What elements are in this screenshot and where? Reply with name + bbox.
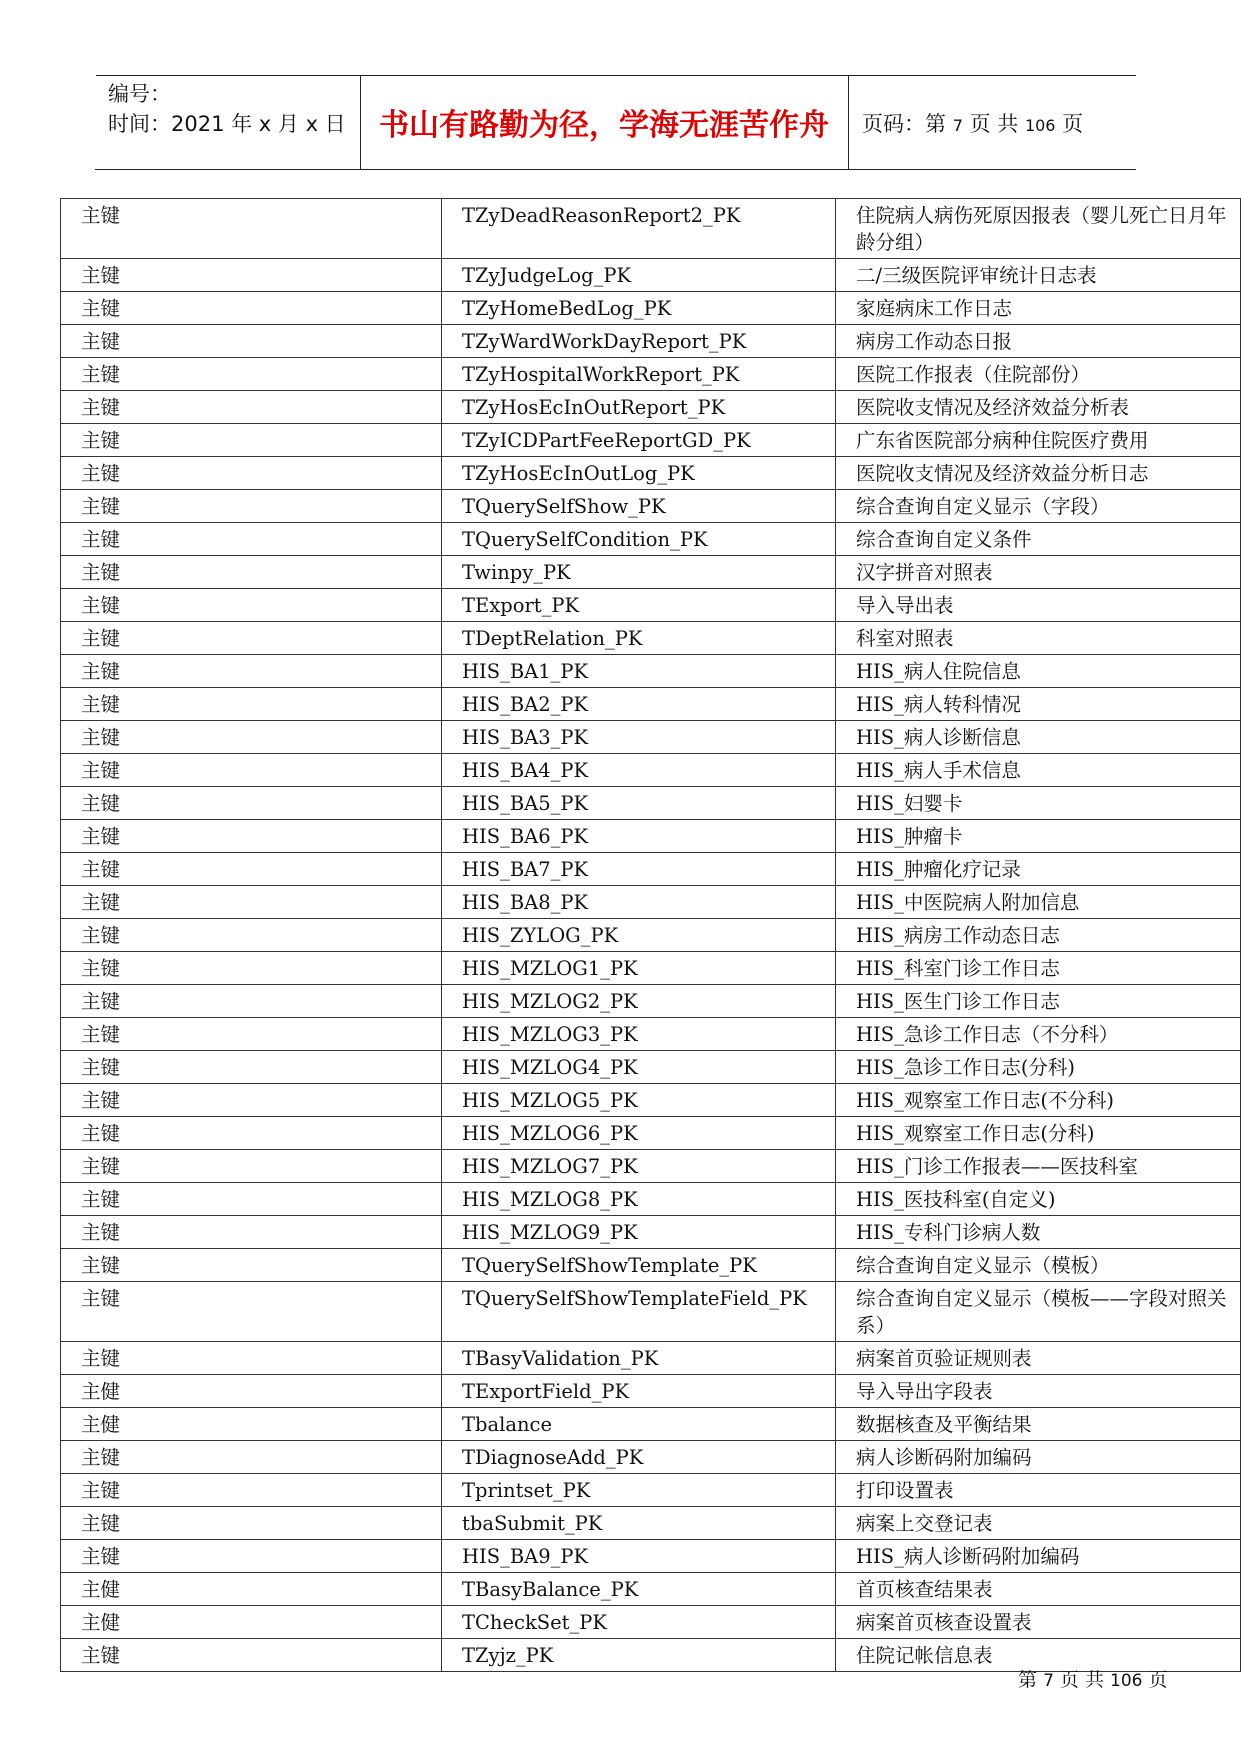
description-cell: 医院收支情况及经济效益分析日志 [836, 457, 1241, 490]
key-type-cell: 主键 [61, 1216, 442, 1249]
table-row [61, 424, 1241, 457]
table-row [61, 1084, 1241, 1117]
constraint-name-cell: TQuerySelfShowTemplate_PK [442, 1249, 836, 1282]
description-cell: HIS_病人住院信息 [836, 655, 1241, 688]
description-cell: 住院病人病伤死原因报表（婴儿死亡日月年龄分组） [836, 199, 1241, 259]
description-cell: 综合查询自定义显示（字段） [836, 490, 1241, 523]
description-cell: HIS_病人手术信息 [836, 754, 1241, 787]
description-cell: 二/三级医院评审统计日志表 [836, 259, 1241, 292]
description-cell: HIS_科室门诊工作日志 [836, 952, 1241, 985]
document-number-label: 编号： [108, 82, 171, 106]
constraint-name-cell: HIS_MZLOG6_PK [442, 1117, 836, 1150]
description-cell: 综合查询自定义条件 [836, 523, 1241, 556]
description-cell: HIS_急诊工作日志（不分科） [836, 1018, 1241, 1051]
table-row [61, 688, 1241, 721]
constraint-name-cell: HIS_BA2_PK [442, 688, 836, 721]
page-header [96, 75, 1136, 170]
constraint-name-cell: HIS_MZLOG7_PK [442, 1150, 836, 1183]
constraint-name-cell: HIS_BA5_PK [442, 787, 836, 820]
description-cell: 首页核查结果表 [836, 1573, 1241, 1606]
constraint-name-cell: Tprintset_PK [442, 1474, 836, 1507]
description-cell: HIS_病人诊断信息 [836, 721, 1241, 754]
constraint-name-cell: TQuerySelfCondition_PK [442, 523, 836, 556]
key-type-cell: 主键 [61, 721, 442, 754]
description-cell: 家庭病床工作日志 [836, 292, 1241, 325]
table-row [61, 589, 1241, 622]
table-row [61, 1051, 1241, 1084]
page-suffix: 页 [1062, 112, 1084, 136]
constraint-name-cell: TQuerySelfShow_PK [442, 490, 836, 523]
table-row [61, 292, 1241, 325]
key-type-cell: 主健 [61, 1408, 442, 1441]
table-row [61, 358, 1241, 391]
key-type-cell: 主键 [61, 1018, 442, 1051]
description-cell: HIS_肿瘤卡 [836, 820, 1241, 853]
table-row [61, 1507, 1241, 1540]
key-type-cell: 主键 [61, 622, 442, 655]
key-type-cell: 主键 [61, 1342, 442, 1375]
description-cell: 广东省医院部分病种住院医疗费用 [836, 424, 1241, 457]
table-row [61, 457, 1241, 490]
key-type-cell: 主键 [61, 523, 442, 556]
constraint-name-cell: HIS_BA6_PK [442, 820, 836, 853]
key-type-cell: 主键 [61, 1150, 442, 1183]
description-cell: 汉字拼音对照表 [836, 556, 1241, 589]
table-row [61, 1117, 1241, 1150]
constraint-name-cell: HIS_MZLOG4_PK [442, 1051, 836, 1084]
table-row [61, 820, 1241, 853]
footer-suffix: 页 [1148, 1669, 1168, 1691]
table-row [61, 886, 1241, 919]
description-cell: HIS_肿瘤化疗记录 [836, 853, 1241, 886]
key-type-cell: 主键 [61, 292, 442, 325]
key-type-cell: 主键 [61, 1117, 442, 1150]
description-cell: HIS_妇婴卡 [836, 787, 1241, 820]
constraint-name-cell: TDiagnoseAdd_PK [442, 1441, 836, 1474]
key-type-cell: 主键 [61, 886, 442, 919]
constraint-name-cell: HIS_BA8_PK [442, 886, 836, 919]
description-cell: 病房工作动态日报 [836, 325, 1241, 358]
key-type-cell: 主键 [61, 358, 442, 391]
header-bottom-rule [95, 169, 1136, 170]
table-row [61, 1249, 1241, 1282]
key-type-cell: 主健 [61, 1606, 442, 1639]
description-cell: HIS_医技科室(自定义) [836, 1183, 1241, 1216]
footer-prefix: 第 [1018, 1669, 1038, 1691]
description-cell: HIS_专科门诊病人数 [836, 1216, 1241, 1249]
footer-current: 7 [1043, 1671, 1054, 1691]
constraint-name-cell: HIS_MZLOG5_PK [442, 1084, 836, 1117]
key-type-cell: 主键 [61, 1507, 442, 1540]
description-cell: HIS_病房工作动态日志 [836, 919, 1241, 952]
footer-mid: 页 共 [1059, 1669, 1104, 1691]
table-row [61, 1375, 1241, 1408]
constraint-name-cell: TZyHomeBedLog_PK [442, 292, 836, 325]
constraint-name-cell: TZyHosEcInOutReport_PK [442, 391, 836, 424]
constraint-name-cell: HIS_MZLOG2_PK [442, 985, 836, 1018]
page-prefix: 页码：第 [862, 112, 946, 136]
table-row [61, 721, 1241, 754]
table-row [61, 655, 1241, 688]
constraint-name-cell: TZyHosEcInOutLog_PK [442, 457, 836, 490]
table-row [61, 1018, 1241, 1051]
key-type-cell: 主键 [61, 589, 442, 622]
key-type-cell: 主键 [61, 952, 442, 985]
header-motto: 书山有路勤为径，学海无涯苦作舟 [379, 108, 829, 143]
constraint-name-cell: TExportField_PK [442, 1375, 836, 1408]
key-type-cell: 主健 [61, 1375, 442, 1408]
constraint-name-cell: TZyICDPartFeeReportGD_PK [442, 424, 836, 457]
constraint-name-cell: HIS_BA4_PK [442, 754, 836, 787]
table-row [61, 391, 1241, 424]
key-type-cell: 主键 [61, 1639, 442, 1672]
constraint-name-cell: HIS_MZLOG8_PK [442, 1183, 836, 1216]
constraint-name-cell: TDeptRelation_PK [442, 622, 836, 655]
description-cell: 导入导出表 [836, 589, 1241, 622]
key-type-cell: 主键 [61, 1540, 442, 1573]
key-type-cell: 主键 [61, 688, 442, 721]
description-cell: HIS_病人诊断码附加编码 [836, 1540, 1241, 1573]
constraint-name-cell: TZyHospitalWorkReport_PK [442, 358, 836, 391]
key-type-cell: 主键 [61, 259, 442, 292]
page-mid: 页 共 [969, 112, 1019, 136]
description-cell: 综合查询自定义显示（模板） [836, 1249, 1241, 1282]
key-type-cell: 主键 [61, 1282, 442, 1342]
description-cell: 病案首页核查设置表 [836, 1606, 1241, 1639]
table-row [61, 1408, 1241, 1441]
constraint-name-cell: HIS_MZLOG1_PK [442, 952, 836, 985]
constraint-name-cell: TExport_PK [442, 589, 836, 622]
key-type-cell: 主键 [61, 490, 442, 523]
table-row [61, 1150, 1241, 1183]
table-body [61, 199, 1241, 1672]
key-type-cell: 主健 [61, 1573, 442, 1606]
key-type-cell: 主键 [61, 391, 442, 424]
table-row [61, 787, 1241, 820]
constraint-name-cell: TZyWardWorkDayReport_PK [442, 325, 836, 358]
table-row [61, 1282, 1241, 1342]
key-type-cell: 主键 [61, 655, 442, 688]
key-type-cell: 主键 [61, 424, 442, 457]
constraint-name-cell: HIS_MZLOG3_PK [442, 1018, 836, 1051]
description-cell: 病案首页验证规则表 [836, 1342, 1241, 1375]
constraint-name-cell: HIS_BA9_PK [442, 1540, 836, 1573]
header-meta [108, 79, 346, 139]
table-row [61, 556, 1241, 589]
table-row [61, 1474, 1241, 1507]
description-cell: HIS_病人转科情况 [836, 688, 1241, 721]
key-type-cell: 主键 [61, 1051, 442, 1084]
description-cell: 数据核查及平衡结果 [836, 1408, 1241, 1441]
description-cell: 病案上交登记表 [836, 1507, 1241, 1540]
constraint-name-cell: tbaSubmit_PK [442, 1507, 836, 1540]
table-row [61, 952, 1241, 985]
description-cell: 病人诊断码附加编码 [836, 1441, 1241, 1474]
primary-key-table [60, 198, 1241, 1672]
table-row [61, 622, 1241, 655]
table-row [61, 325, 1241, 358]
table-row [61, 199, 1241, 259]
description-cell: 综合查询自定义显示（模板——字段对照关系） [836, 1282, 1241, 1342]
description-cell: 打印设置表 [836, 1474, 1241, 1507]
description-cell: HIS_观察室工作日志(分科) [836, 1117, 1241, 1150]
constraint-name-cell: Tbalance [442, 1408, 836, 1441]
description-cell: HIS_门诊工作报表——医技科室 [836, 1150, 1241, 1183]
table-row [61, 1573, 1241, 1606]
table-row [61, 1216, 1241, 1249]
key-type-cell: 主键 [61, 754, 442, 787]
document-time: 时间：2021 年 x 月 x 日 [108, 112, 346, 136]
description-cell: 住院记帐信息表 [836, 1639, 1241, 1672]
constraint-name-cell: HIS_ZYLOG_PK [442, 919, 836, 952]
key-type-cell: 主键 [61, 325, 442, 358]
description-cell: HIS_急诊工作日志(分科) [836, 1051, 1241, 1084]
constraint-name-cell: TQuerySelfShowTemplateField_PK [442, 1282, 836, 1342]
constraint-name-cell: TZyjz_PK [442, 1639, 836, 1672]
page-footer [1018, 1665, 1168, 1692]
constraint-name-cell: HIS_BA1_PK [442, 655, 836, 688]
table-row [61, 1342, 1241, 1375]
table-row [61, 1183, 1241, 1216]
description-cell: 导入导出字段表 [836, 1375, 1241, 1408]
key-type-cell: 主键 [61, 853, 442, 886]
constraint-name-cell: HIS_BA3_PK [442, 721, 836, 754]
table-row [61, 490, 1241, 523]
key-type-cell: 主键 [61, 457, 442, 490]
table-row [61, 985, 1241, 1018]
key-type-cell: 主键 [61, 787, 442, 820]
page-current: 7 [952, 116, 963, 135]
constraint-name-cell: TZyJudgeLog_PK [442, 259, 836, 292]
description-cell: 医院工作报表（住院部份） [836, 358, 1241, 391]
description-cell: HIS_观察室工作日志(不分科) [836, 1084, 1241, 1117]
constraint-name-cell: TBasyValidation_PK [442, 1342, 836, 1375]
header-divider [848, 75, 849, 169]
description-cell: 科室对照表 [836, 622, 1241, 655]
table-row [61, 1606, 1241, 1639]
constraint-name-cell: HIS_BA7_PK [442, 853, 836, 886]
description-cell: HIS_中医院病人附加信息 [836, 886, 1241, 919]
table-row [61, 853, 1241, 886]
header-top-rule [96, 75, 1136, 76]
table-row [61, 1441, 1241, 1474]
page-total: 106 [1024, 116, 1056, 135]
table-row [61, 754, 1241, 787]
constraint-name-cell: TZyDeadReasonReport2_PK [442, 199, 836, 259]
key-type-cell: 主键 [61, 1474, 442, 1507]
table-row [61, 919, 1241, 952]
constraint-name-cell: TCheckSet_PK [442, 1606, 836, 1639]
header-page-indicator [862, 108, 1083, 138]
key-type-cell: 主键 [61, 820, 442, 853]
key-type-cell: 主键 [61, 1183, 442, 1216]
key-type-cell: 主键 [61, 1441, 442, 1474]
key-type-cell: 主键 [61, 199, 442, 259]
description-cell: HIS_医生门诊工作日志 [836, 985, 1241, 1018]
footer-total: 106 [1110, 1671, 1143, 1691]
key-type-cell: 主键 [61, 919, 442, 952]
key-type-cell: 主键 [61, 985, 442, 1018]
constraint-name-cell: Twinpy_PK [442, 556, 836, 589]
key-type-cell: 主键 [61, 1249, 442, 1282]
constraint-name-cell: TBasyBalance_PK [442, 1573, 836, 1606]
constraint-name-cell: HIS_MZLOG9_PK [442, 1216, 836, 1249]
table-row [61, 259, 1241, 292]
table-row [61, 523, 1241, 556]
key-type-cell: 主键 [61, 1084, 442, 1117]
key-type-cell: 主键 [61, 556, 442, 589]
table-row [61, 1540, 1241, 1573]
description-cell: 医院收支情况及经济效益分析表 [836, 391, 1241, 424]
